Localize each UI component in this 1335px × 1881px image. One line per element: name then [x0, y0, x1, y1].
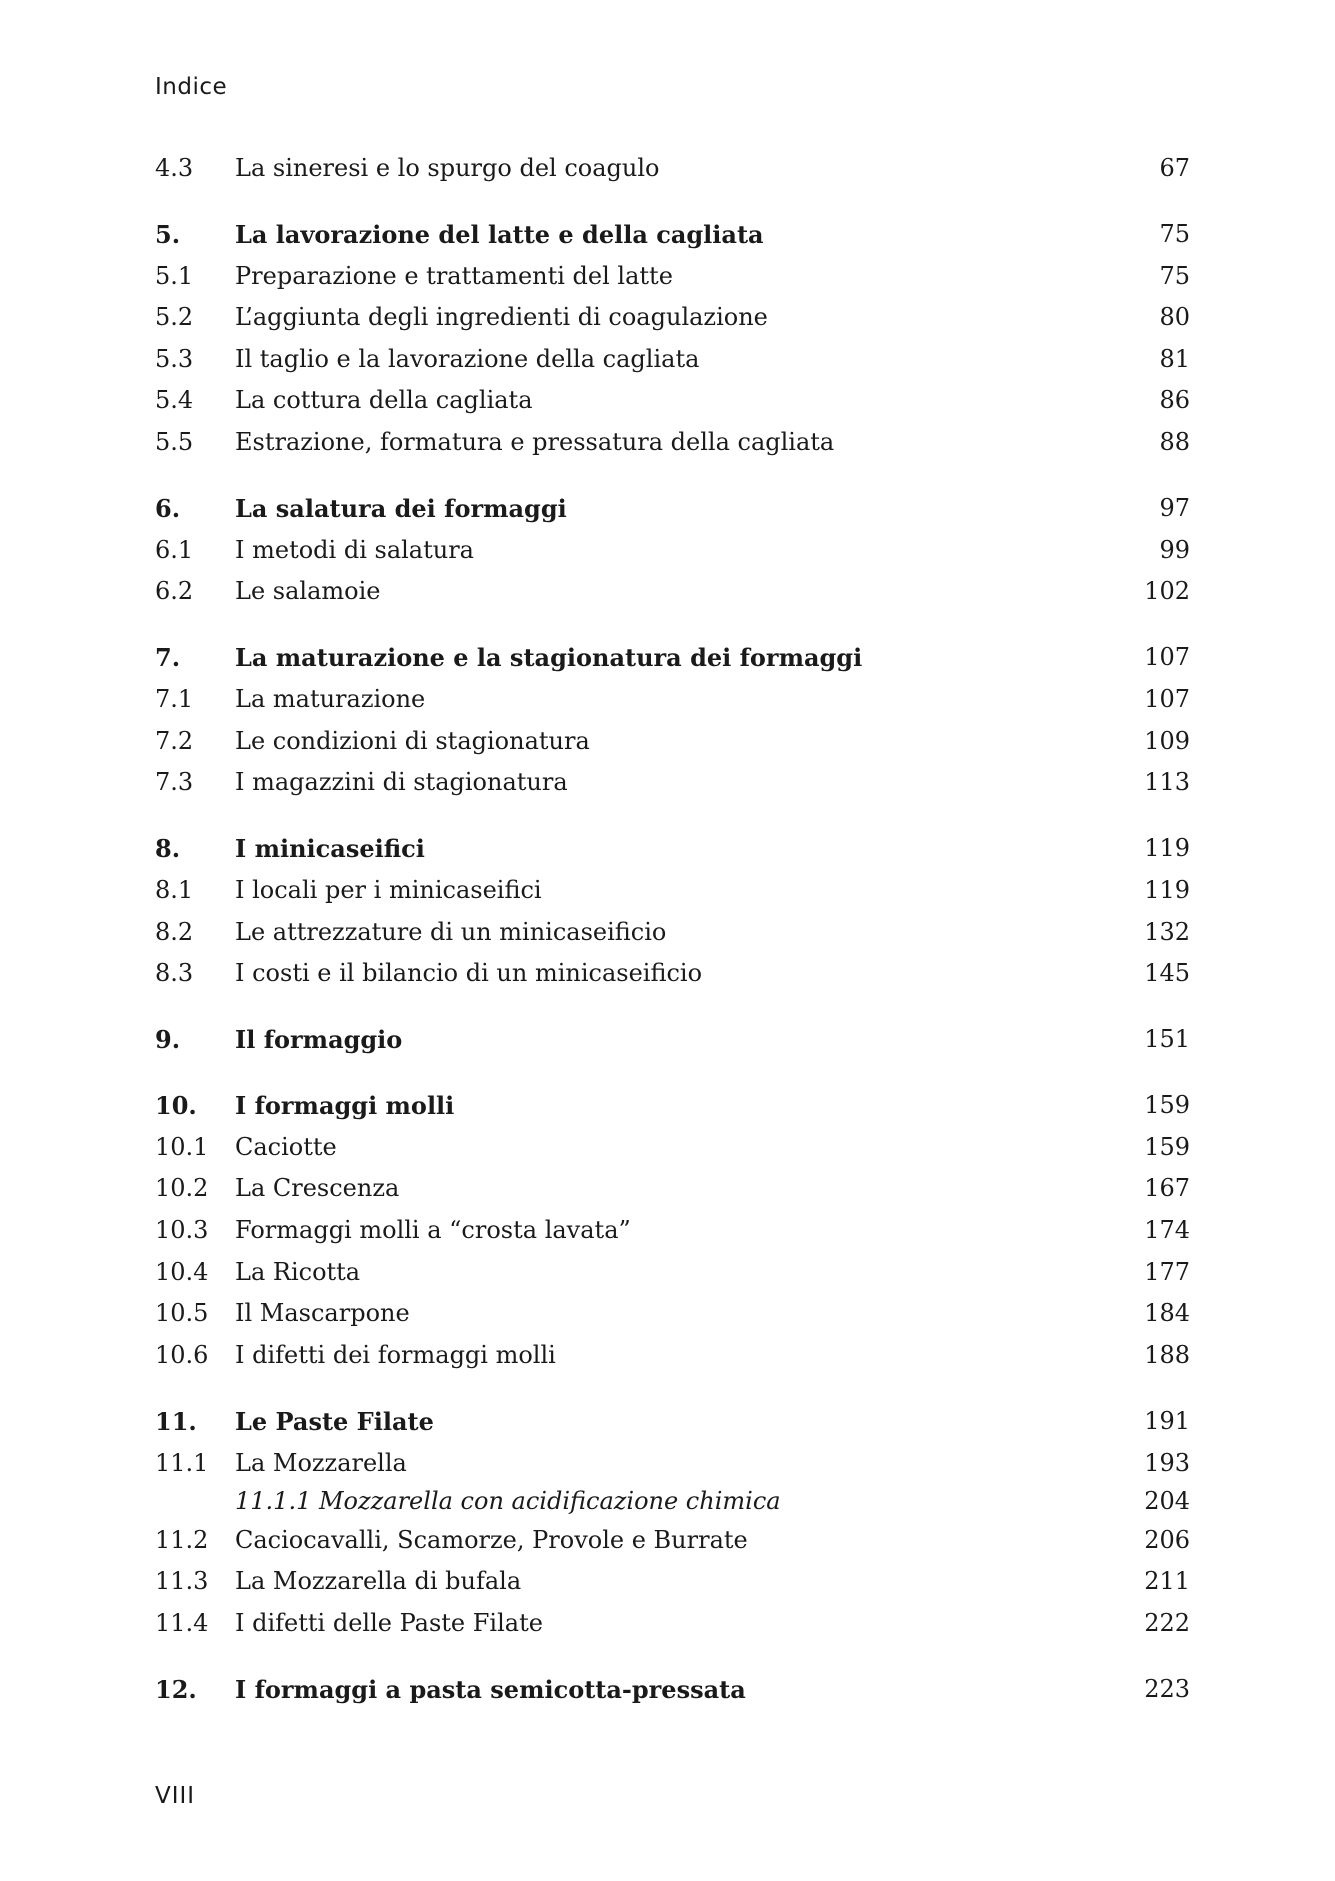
- toc-section-row: [155, 571, 1190, 613]
- toc-entry-title: La maturazione: [235, 685, 426, 714]
- toc-chapter-row: [155, 1085, 1190, 1127]
- toc-entry-page: 88: [1159, 428, 1190, 457]
- toc-entry-number: 7.2: [155, 726, 194, 755]
- toc-entry-title: I magazzini di stagionatura: [235, 768, 568, 797]
- toc-entry-page: 119: [1144, 875, 1190, 904]
- toc-entry-page: 211: [1144, 1567, 1190, 1596]
- toc-entry-title: I difetti delle Paste Filate: [235, 1608, 543, 1637]
- table-of-contents: [155, 148, 1190, 1711]
- toc-entry-title: Le attrezzature di un minicaseificio: [235, 917, 667, 946]
- toc-entry-number: 5.4: [155, 386, 194, 415]
- toc-entry-number: 12.: [155, 1674, 197, 1704]
- toc-entry-number: 10.5: [155, 1299, 209, 1328]
- toc-entry-title: La Ricotta: [235, 1257, 361, 1286]
- toc-entry-page: 159: [1144, 1132, 1190, 1161]
- toc-section-row: [155, 762, 1190, 804]
- toc-section-row: [155, 912, 1190, 954]
- toc-entry-title: La Mozzarella di bufala: [235, 1567, 522, 1596]
- toc-entry-number: 9.: [155, 1025, 181, 1055]
- toc-section-row: [155, 422, 1190, 464]
- toc-entry-number: 8.2: [155, 917, 194, 946]
- toc-entry-page: 222: [1144, 1608, 1190, 1637]
- toc-entry-page: 132: [1144, 917, 1190, 946]
- toc-section-row: [155, 721, 1190, 763]
- toc-entry-page: 86: [1159, 386, 1190, 415]
- toc-entry-page: 193: [1144, 1448, 1190, 1477]
- toc-chapter-row: [155, 488, 1190, 530]
- toc-chapter-row: [155, 1019, 1190, 1061]
- toc-entry-page: 107: [1144, 643, 1190, 672]
- toc-chapter-row: [155, 214, 1190, 256]
- toc-section-row: [155, 953, 1190, 995]
- toc-entry-number: 6.2: [155, 577, 194, 606]
- toc-entry-page: 97: [1159, 494, 1190, 523]
- toc-entry-page: 113: [1144, 768, 1190, 797]
- toc-entry-page: 204: [1144, 1487, 1190, 1516]
- toc-entry-page: 107: [1144, 685, 1190, 714]
- toc-entry-title: La cottura della cagliata: [235, 386, 533, 415]
- toc-entry-title: I formaggi a pasta semicotta-pressata: [235, 1674, 746, 1704]
- toc-entry-number: 11.1: [155, 1448, 209, 1477]
- toc-section-row: [155, 530, 1190, 572]
- toc-entry-number: 6.1: [155, 535, 194, 564]
- toc-entry-title: La Crescenza: [235, 1174, 400, 1203]
- toc-entry-title: 11.1.1 Mozzarella con acidificazione chimica: [235, 1487, 781, 1516]
- toc-entry-page: 151: [1144, 1025, 1190, 1054]
- toc-section-row: [155, 339, 1190, 381]
- toc-entry-number: 4.3: [155, 154, 194, 182]
- toc-entry-page: 119: [1144, 834, 1190, 863]
- toc-entry-page: 191: [1144, 1406, 1190, 1435]
- toc-entry-title: La sineresi e lo spurgo del coagulo: [235, 154, 660, 182]
- toc-chapter-row: [155, 1669, 1190, 1711]
- toc-entry-page: 184: [1144, 1299, 1190, 1328]
- toc-entry-number: 7.3: [155, 768, 194, 797]
- toc-entry-title: Caciocavalli, Scamorze, Provole e Burrate: [235, 1525, 748, 1554]
- toc-entry-page: 75: [1159, 220, 1190, 249]
- toc-entry-number: 10.4: [155, 1257, 209, 1286]
- toc-entry-title: I costi e il bilancio di un minicaseificio: [235, 959, 703, 988]
- toc-entry-number: 11.: [155, 1406, 197, 1436]
- toc-entry-title: Caciotte: [235, 1132, 337, 1161]
- running-header: Indice: [155, 74, 228, 100]
- toc-entry-number: 8.1: [155, 875, 194, 904]
- toc-entry-title: Le salamoie: [235, 577, 381, 606]
- toc-entry-title: Il Mascarpone: [235, 1299, 410, 1328]
- toc-entry-number: 5.1: [155, 261, 194, 290]
- toc-entry-number: 10.1: [155, 1132, 209, 1161]
- toc-entry-page: 206: [1144, 1525, 1190, 1554]
- toc-entry-title: Le Paste Filate: [235, 1406, 434, 1436]
- toc-entry-title: La lavorazione del latte e della cagliata: [235, 220, 764, 250]
- toc-entry-number: 7.1: [155, 685, 194, 714]
- toc-entry-page: 177: [1144, 1257, 1190, 1286]
- toc-section-row: [155, 1443, 1190, 1485]
- toc-entry-title: I formaggi molli: [235, 1091, 455, 1121]
- toc-entry-page: 67: [1159, 154, 1190, 182]
- toc-entry-title: L’aggiunta degli ingredienti di coagulazione: [235, 303, 768, 332]
- toc-entry-title: I metodi di salatura: [235, 535, 474, 564]
- toc-entry-number: 5.5: [155, 428, 194, 457]
- toc-entry-number: 10.: [155, 1091, 197, 1121]
- toc-entry-title: Preparazione e trattamenti del latte: [235, 261, 673, 290]
- toc-entry-title: La maturazione e la stagionatura dei formaggi: [235, 643, 863, 673]
- toc-chapter-row: [155, 1401, 1190, 1443]
- toc-entry-title: I locali per i minicaseifici: [235, 875, 542, 904]
- toc-entry-title: I minicaseifici: [235, 834, 425, 864]
- toc-entry-page: 174: [1144, 1216, 1190, 1245]
- toc-entry-page: 159: [1144, 1091, 1190, 1120]
- toc-entry-page: 99: [1159, 535, 1190, 564]
- toc-entry-title: Estrazione, formatura e pressatura della cagliata: [235, 428, 835, 457]
- toc-entry-number: 10.3: [155, 1216, 209, 1245]
- toc-section-row: [155, 1561, 1190, 1603]
- toc-section-row: [155, 1520, 1190, 1562]
- toc-entry-number: 10.2: [155, 1174, 209, 1203]
- toc-entry-number: 5.: [155, 220, 181, 250]
- toc-section-row: [155, 679, 1190, 721]
- toc-section-row: [155, 1127, 1190, 1169]
- toc-entry-page: 109: [1144, 726, 1190, 755]
- toc-section-row: [155, 256, 1190, 298]
- toc-entry-number: 11.4: [155, 1608, 209, 1637]
- toc-section-row: [155, 1168, 1190, 1210]
- toc-chapter-row: [155, 828, 1190, 870]
- toc-entry-page: 167: [1144, 1174, 1190, 1203]
- toc-entry-number: 5.2: [155, 303, 194, 332]
- toc-entry-number: 10.6: [155, 1340, 209, 1369]
- toc-entry-title: Il taglio e la lavorazione della cagliata: [235, 344, 700, 373]
- toc-entry-number: 6.: [155, 494, 181, 524]
- toc-entry-title: Il formaggio: [235, 1025, 403, 1055]
- toc-entry-page: 188: [1144, 1340, 1190, 1369]
- toc-section-row: [155, 380, 1190, 422]
- toc-entry-title: La salatura dei formaggi: [235, 494, 567, 524]
- toc-section-row: [155, 1335, 1190, 1377]
- toc-entry-page: 80: [1159, 303, 1190, 332]
- toc-entry-title: Le condizioni di stagionatura: [235, 726, 590, 755]
- toc-entry-number: 5.3: [155, 344, 194, 373]
- toc-section-row: [155, 148, 1190, 190]
- toc-entry-title: Formaggi molli a “crosta lavata”: [235, 1216, 631, 1245]
- toc-section-row: [155, 870, 1190, 912]
- toc-entry-number: 8.: [155, 834, 181, 864]
- page-number-footer: VIII: [155, 1783, 196, 1809]
- toc-entry-title: I difetti dei formaggi molli: [235, 1340, 556, 1369]
- toc-entry-number: 8.3: [155, 959, 194, 988]
- toc-section-row: [155, 297, 1190, 339]
- toc-entry-number: 7.: [155, 643, 181, 673]
- toc-entry-page: 75: [1159, 261, 1190, 290]
- toc-entry-page: 145: [1144, 959, 1190, 988]
- toc-section-row: [155, 1210, 1190, 1252]
- toc-entry-title: La Mozzarella: [235, 1448, 407, 1477]
- toc-section-row: [155, 1603, 1190, 1645]
- toc-entry-page: 223: [1144, 1674, 1190, 1703]
- toc-chapter-row: [155, 637, 1190, 679]
- toc-entry-page: 102: [1144, 577, 1190, 606]
- toc-subsection-row: [155, 1484, 1190, 1520]
- toc-section-row: [155, 1293, 1190, 1335]
- toc-section-row: [155, 1252, 1190, 1294]
- toc-entry-number: 11.3: [155, 1567, 209, 1596]
- toc-entry-number: 11.2: [155, 1525, 209, 1554]
- toc-entry-page: 81: [1159, 344, 1190, 373]
